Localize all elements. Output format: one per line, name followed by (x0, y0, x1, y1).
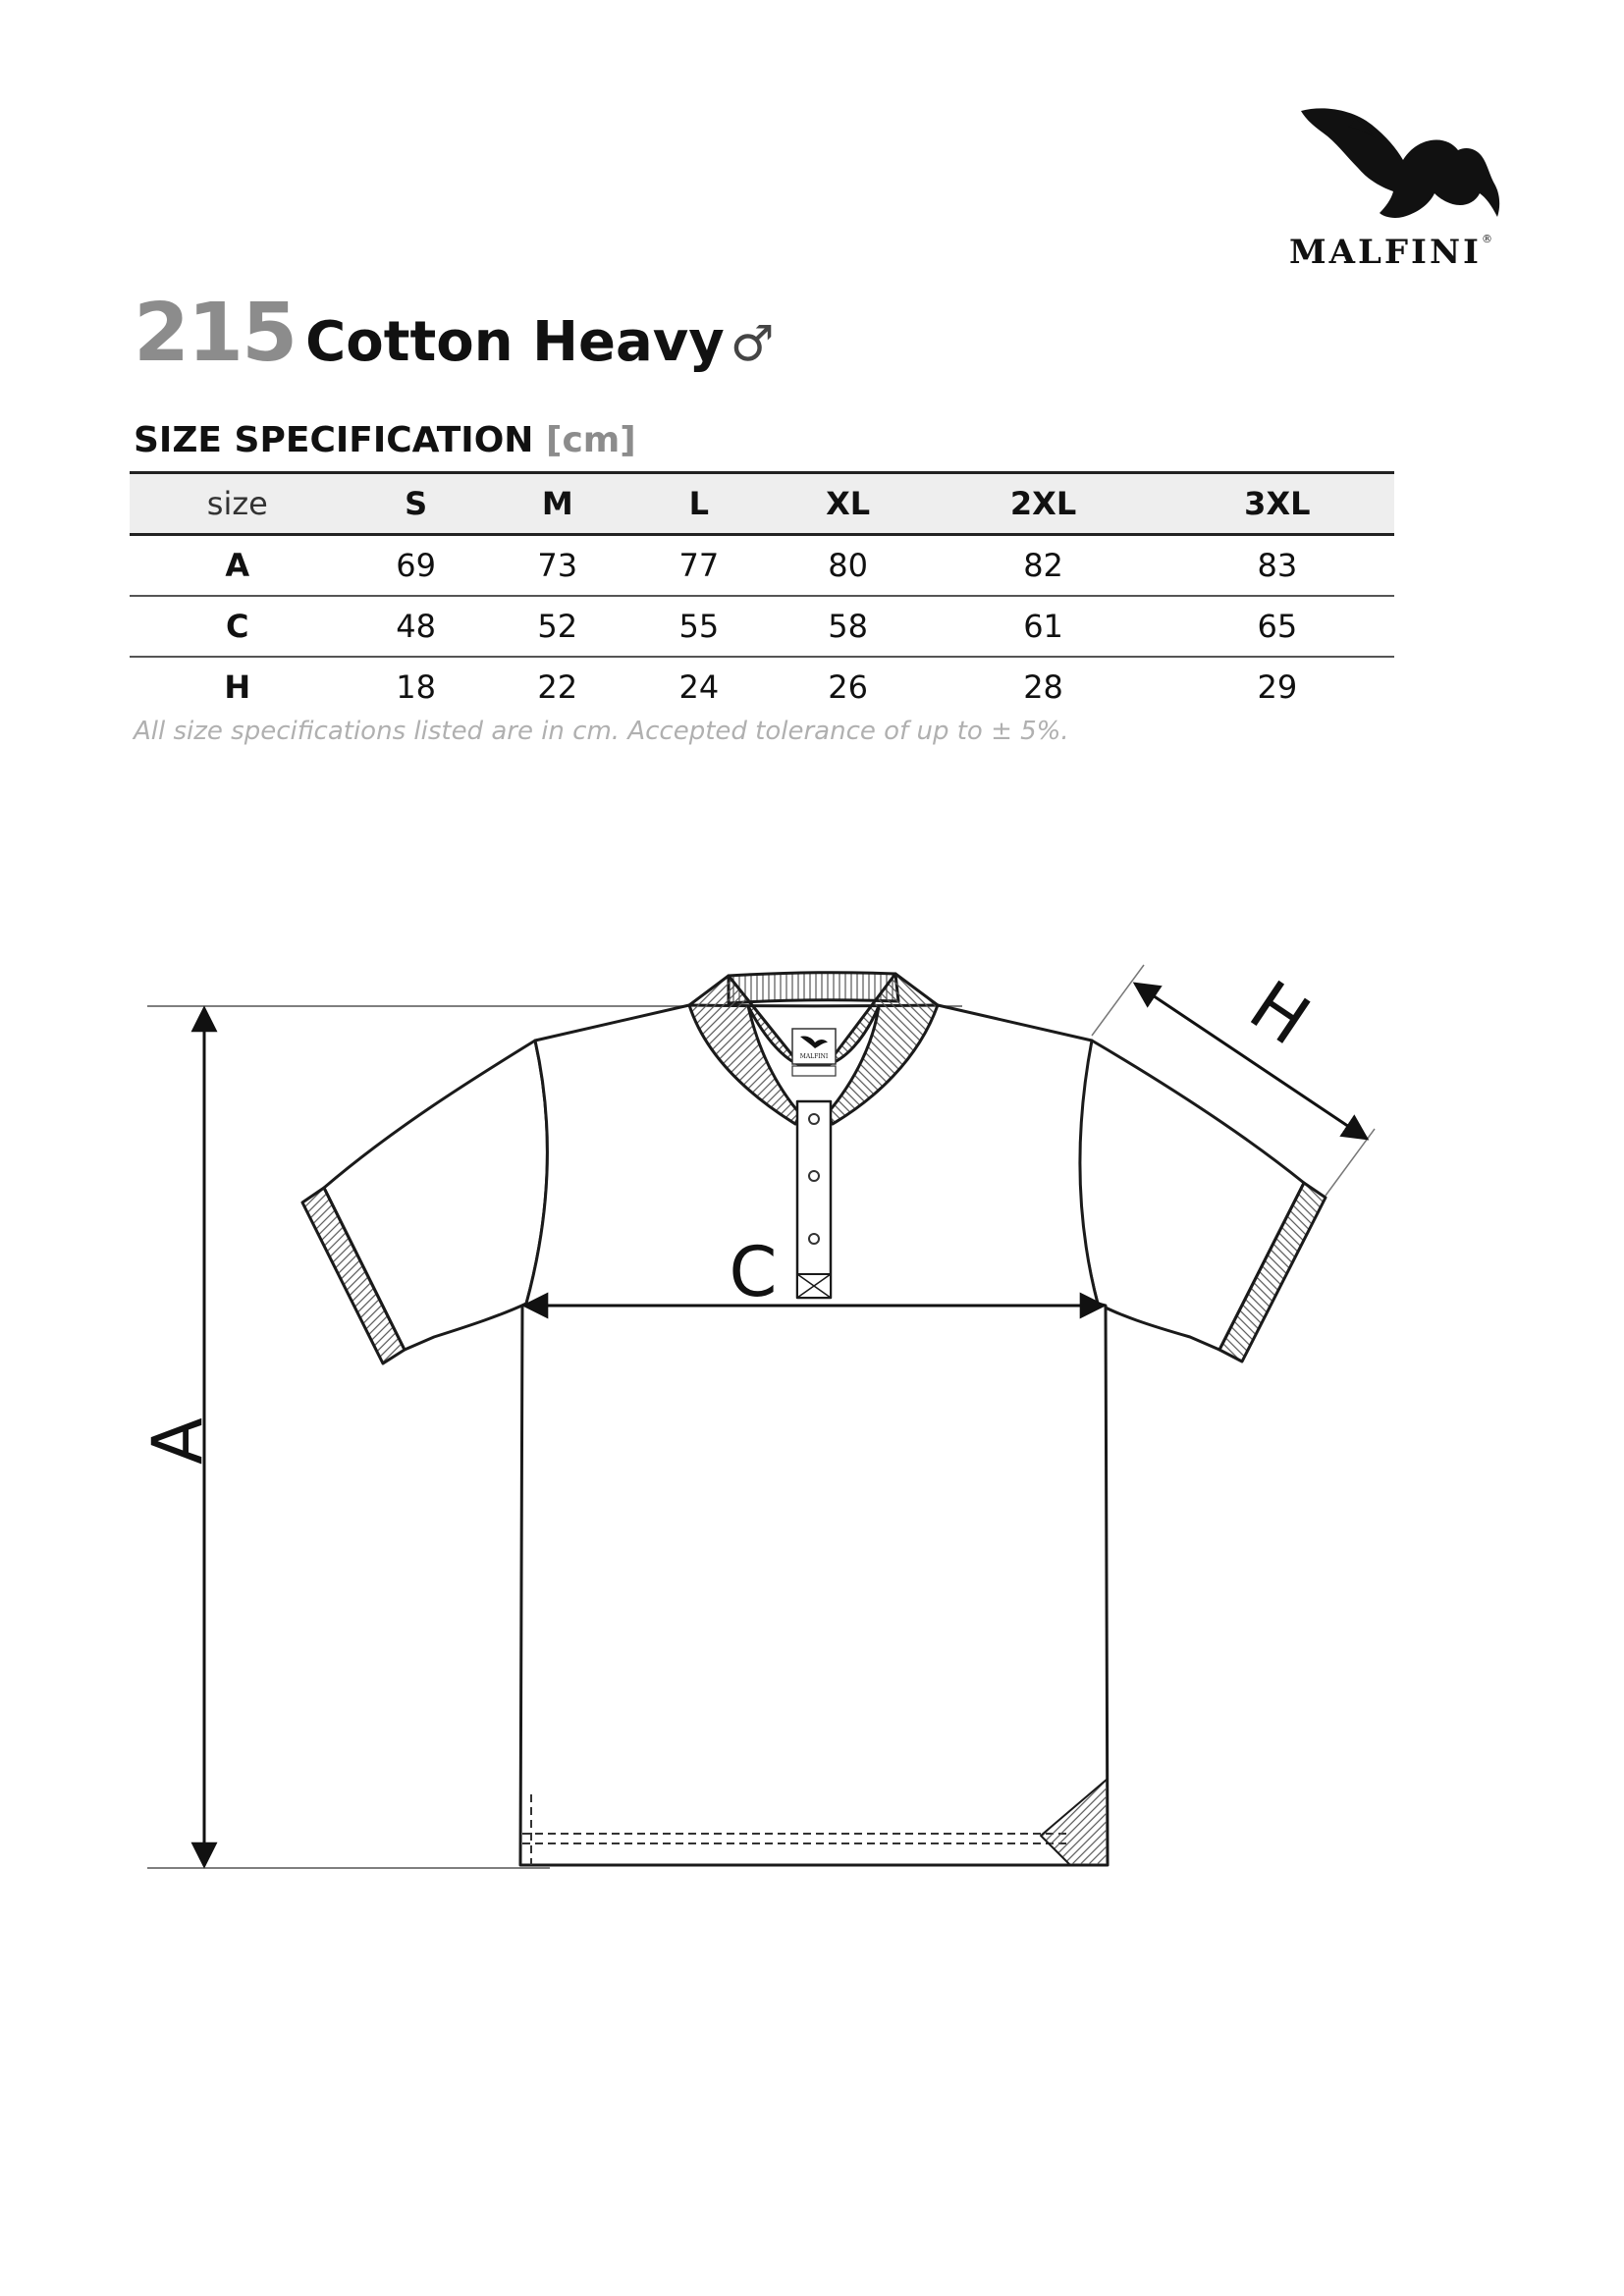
button-icon (809, 1114, 819, 1124)
table-cell: 48 (346, 596, 487, 657)
table-cell: 55 (628, 596, 770, 657)
table-header-cell: 3XL (1161, 473, 1394, 535)
table-cell: 26 (828, 668, 869, 706)
table-cell: 61 (926, 596, 1160, 657)
guide-line-h-2 (1326, 1129, 1375, 1196)
dimension-a-label: A (137, 1417, 218, 1465)
guide-line-h-1 (1092, 965, 1144, 1036)
button-icon (809, 1234, 819, 1244)
table-cell: 52 (487, 596, 628, 657)
table-cell: 28 (1023, 668, 1063, 706)
table-cell: 69 (346, 535, 487, 597)
table-cell: 80 (770, 535, 926, 597)
brand-wordmark: MALFINI® (1289, 233, 1492, 272)
table-cell: 73 (487, 535, 628, 597)
tolerance-note: All size specifications listed are in cm. Accepted tolerance of up to ± 5%. (134, 717, 1069, 746)
table-header-cell: S (346, 473, 487, 535)
button-icon (809, 1171, 819, 1181)
table-header-cell: size (130, 473, 346, 535)
dimension-h-label: H (1235, 965, 1325, 1061)
table-header-cell: XL (770, 473, 926, 535)
table-cell: 58 (770, 596, 926, 657)
table-cell: H (224, 668, 251, 706)
table-cell: 83 (1161, 535, 1394, 597)
table-cell: 77 (628, 535, 770, 597)
table-cell: C (130, 596, 346, 657)
table-header-cell: 2XL (926, 473, 1160, 535)
tag-text: MALFINI (799, 1053, 829, 1060)
table-cell: 65 (1161, 596, 1394, 657)
table-cell: 18 (396, 668, 436, 706)
unit-label: [cm] (545, 420, 636, 460)
shirt-outline (302, 973, 1326, 1865)
product-code: 215 (134, 287, 297, 380)
table-header-cell: M (487, 473, 628, 535)
table-cell: A (130, 535, 346, 597)
table-header-cell: L (628, 473, 770, 535)
size-spec-heading: SIZE SPECIFICATION [cm] (134, 420, 636, 460)
dimension-c-label: C (729, 1232, 778, 1312)
size-label-patch (792, 1066, 836, 1076)
male-icon: ♂ (730, 315, 775, 372)
table-cell: 24 (678, 668, 720, 706)
product-name: Cotton Heavy (305, 310, 725, 374)
neck-tag (792, 1029, 836, 1064)
table-cell: 82 (926, 535, 1160, 597)
table-cell: 22 (537, 668, 578, 706)
table-cell: 29 (1257, 668, 1298, 706)
